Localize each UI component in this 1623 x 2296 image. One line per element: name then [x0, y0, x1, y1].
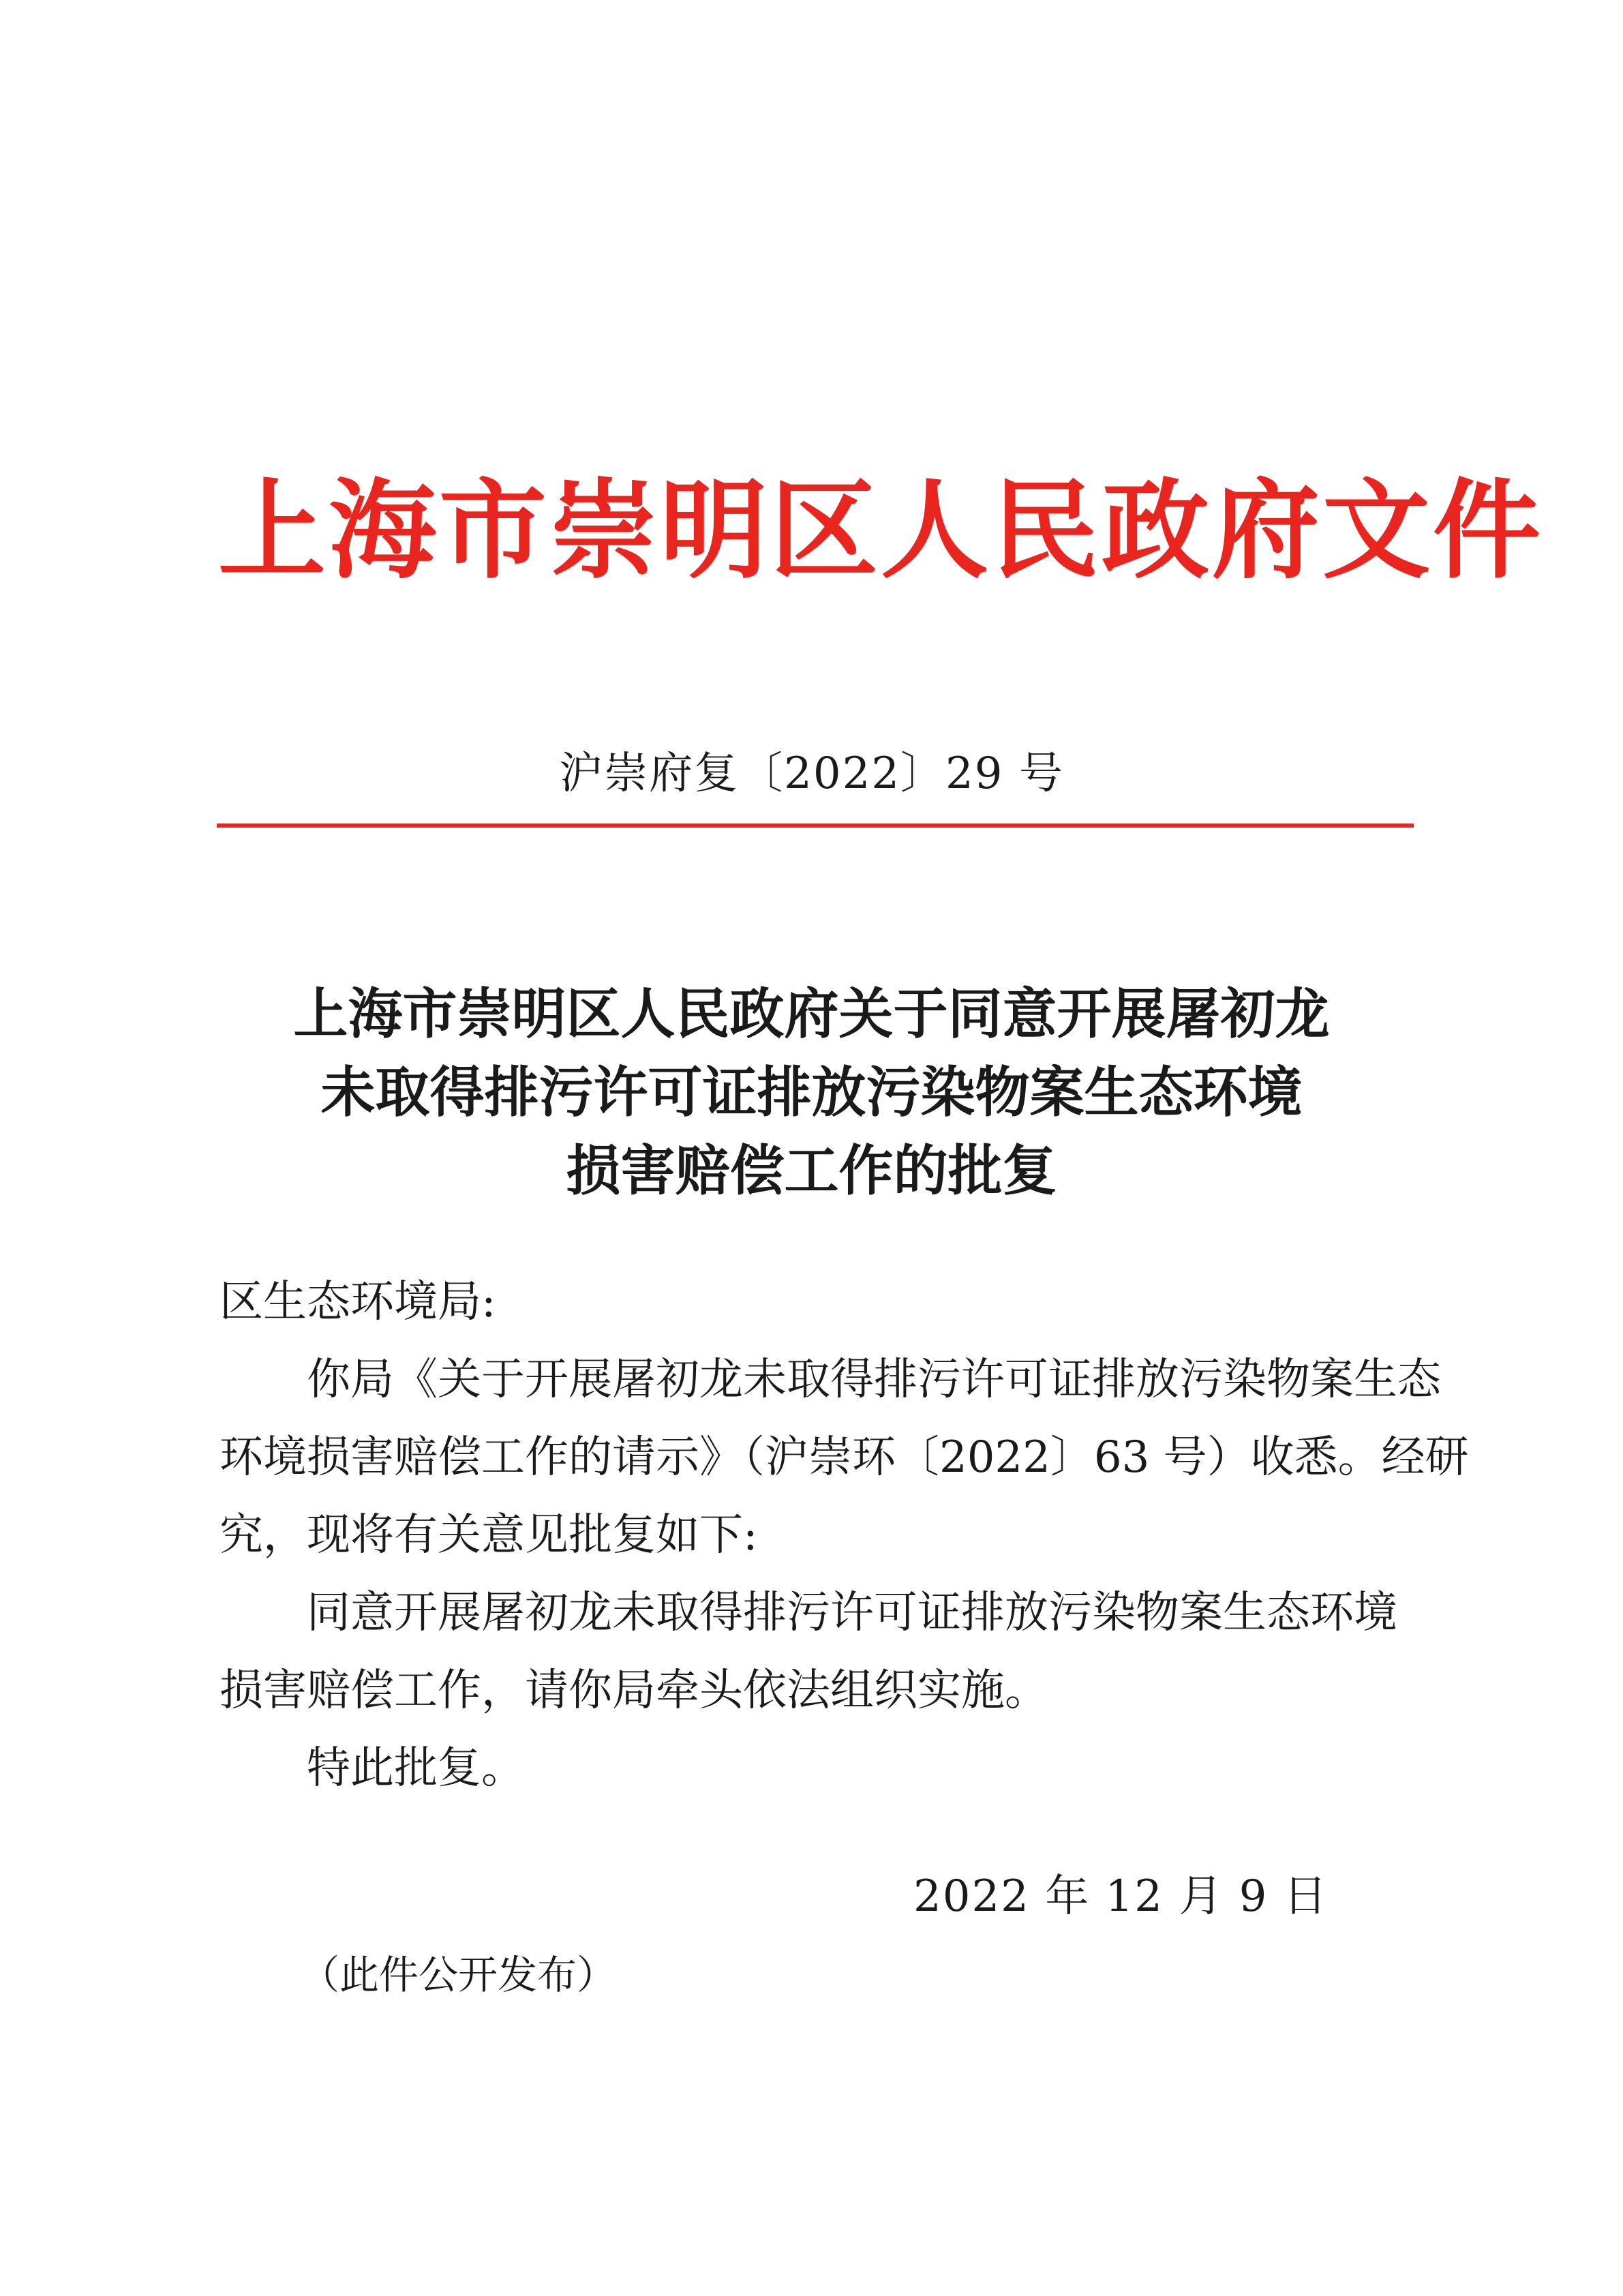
addressee: 区生态环境局:: [219, 1277, 496, 1327]
public-release-note: （此件公开发布）: [300, 1952, 617, 1998]
title-line-2: 未取得排污许可证排放污染物案生态环境: [320, 1060, 1303, 1124]
paragraph-1-line-3: 究，现将有关意见批复如下:: [219, 1510, 758, 1560]
document-title: [204, 975, 1419, 1210]
issue-date: 2022 年 12 月 9 日: [913, 1871, 1329, 1922]
masthead-title: 上海市崇明区人民政府文件: [218, 468, 1543, 594]
title-line-3: 损害赔偿工作的批复: [566, 1138, 1057, 1203]
document-number: 沪崇府复〔2022〕29 号: [559, 749, 1064, 799]
paragraph-2-line-2: 损害赔偿工作，请你局牵头依法组织实施。: [219, 1665, 1048, 1716]
paragraph-1-line-1: 你局《关于开展屠初龙未取得排污许可证排放污染物案生态: [307, 1355, 1441, 1405]
closing-phrase: 特此批复。: [307, 1743, 525, 1794]
title-line-1: 上海市崇明区人民政府关于同意开展屠初龙: [293, 982, 1330, 1046]
paragraph-1-line-2: 环境损害赔偿工作的请示》（沪崇环〔2022〕63 号）收悉。经研: [219, 1432, 1469, 1483]
red-separator-line: [217, 824, 1414, 828]
paragraph-2-line-1: 同意开展屠初龙未取得排污许可证排放污染物案生态环境: [307, 1588, 1397, 1638]
